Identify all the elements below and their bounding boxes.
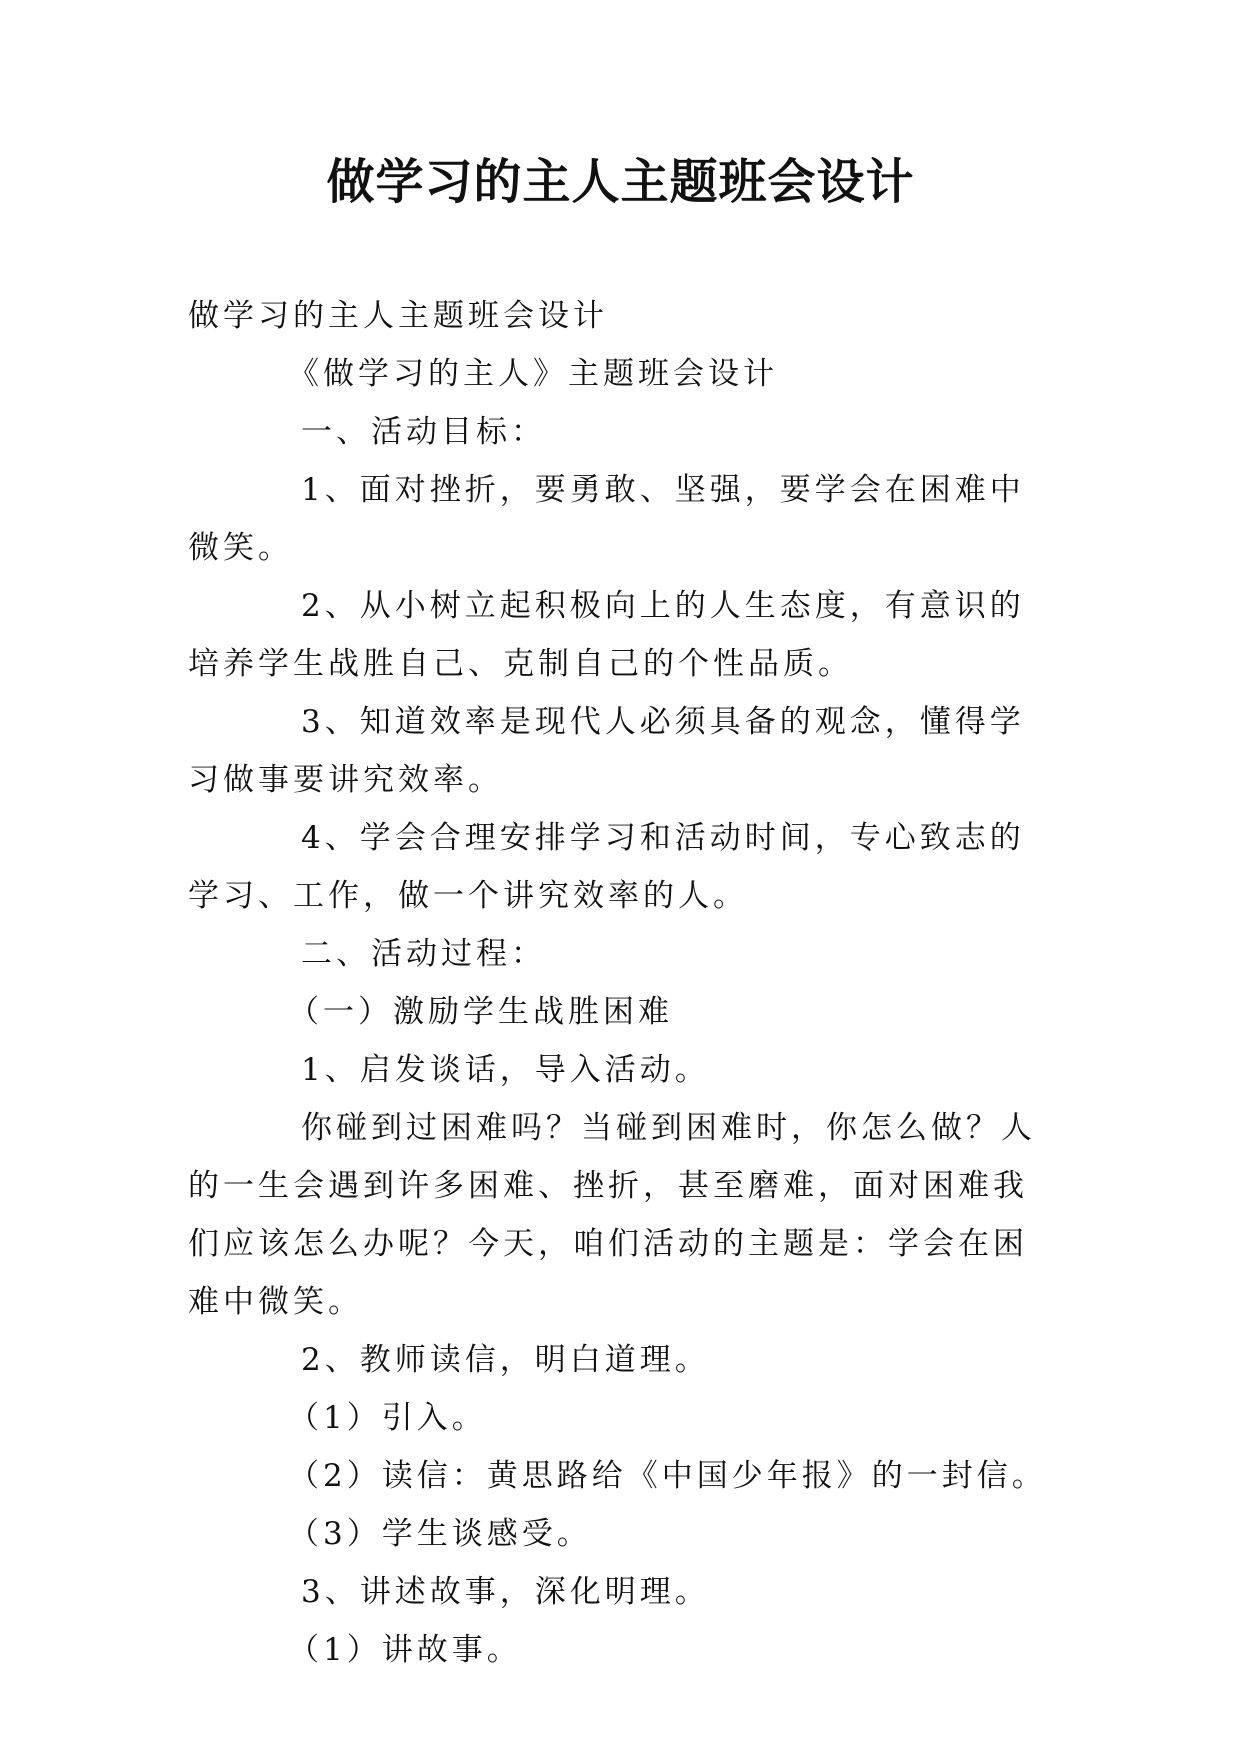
paragraph: 2、教师读信，明白道理。 — [301, 1342, 710, 1378]
paragraph: （3）学生谈感受。 — [288, 1516, 592, 1552]
document-body — [188, 287, 1048, 1679]
paragraph: 3、知道效率是现代人必须具备的观念，懂得学习做事要讲究效率。 — [188, 704, 1025, 798]
paragraph: （1）讲故事。 — [288, 1632, 522, 1668]
paragraph: （2）读信：黄思路给《中国少年报》的一封信。 — [288, 1458, 1047, 1494]
document-title: 做学习的主人主题班会设计 — [326, 154, 915, 210]
paragraph: 4、学会合理安排学习和活动时间，专心致志的学习、工作，做一个讲究效率的人。 — [188, 820, 1025, 914]
paragraph: 1、面对挫折，要勇敢、坚强，要学会在困难中微笑。 — [188, 472, 1025, 566]
paragraph: 3、讲述故事，深化明理。 — [301, 1574, 710, 1610]
paragraph: 1、启发谈话，导入活动。 — [301, 1052, 710, 1088]
section-heading: 一、活动目标： — [301, 414, 546, 450]
paragraph: （1）引入。 — [288, 1400, 487, 1436]
paragraph: 2、从小树立起积极向上的人生态度，有意识的培养学生战胜自己、克制自己的个性品质。 — [188, 588, 1025, 682]
paragraph: 《做学习的主人》主题班会设计 — [288, 356, 778, 392]
paragraph: 做学习的主人主题班会设计 — [188, 298, 608, 334]
subsection-heading: （一）激励学生战胜困难 — [288, 994, 673, 1030]
section-heading: 二、活动过程： — [301, 936, 546, 972]
paragraph: 你碰到过困难吗？当碰到困难时，你怎么做？人的一生会遇到许多困难、挫折，甚至磨难，面对困难我们应该怎么办呢？今天，咱们活动的主题是：学会在困难中微笑。 — [188, 1110, 1036, 1320]
